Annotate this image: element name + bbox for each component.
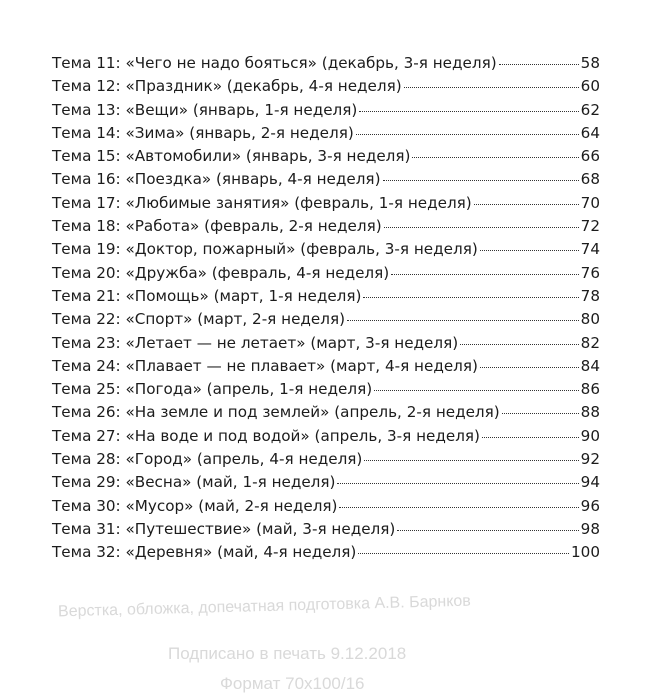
dot-leader xyxy=(383,180,579,181)
dot-leader xyxy=(391,274,578,275)
dot-leader xyxy=(404,87,579,88)
toc-entry-page: 86 xyxy=(580,380,600,399)
toc-entry-title: Тема 29: «Весна» (май, 1-я неделя) xyxy=(52,473,336,492)
toc-entry-page: 76 xyxy=(580,263,600,282)
toc-entry-page: 96 xyxy=(580,496,600,515)
toc-entry-page: 64 xyxy=(580,123,600,142)
toc-entry-page: 98 xyxy=(580,519,600,538)
toc-entry-title: Тема 21: «Помощь» (март, 1-я неделя) xyxy=(52,286,362,305)
dot-leader xyxy=(502,413,579,414)
dot-leader xyxy=(337,483,578,484)
dot-leader xyxy=(412,157,578,158)
toc-entry xyxy=(52,401,600,424)
toc-entry xyxy=(52,145,600,168)
dot-leader xyxy=(347,320,579,321)
dot-leader xyxy=(460,344,579,345)
toc-entry xyxy=(52,75,600,98)
dot-leader xyxy=(499,64,579,65)
toc-entry-title: Тема 15: «Автомобили» (январь, 3-я неделя) xyxy=(52,147,411,166)
toc-entry xyxy=(52,518,600,541)
toc-entry-title: Тема 31: «Путешествие» (май, 3-я неделя) xyxy=(52,519,396,538)
toc-entry-page: 84 xyxy=(580,356,600,375)
toc-entry-page: 78 xyxy=(580,286,600,305)
dot-leader xyxy=(384,227,579,228)
dot-leader xyxy=(339,507,578,508)
toc-entry-title: Тема 32: «Деревня» (май, 4-я неделя) xyxy=(52,543,357,562)
toc-entry xyxy=(52,99,600,122)
toc-entry-title: Тема 16: «Поездка» (январь, 4-я неделя) xyxy=(52,170,381,189)
toc-entry xyxy=(52,168,600,191)
dot-leader xyxy=(356,134,579,135)
toc-entry xyxy=(52,332,600,355)
toc-entry-title: Тема 13: «Вещи» (январь, 1-я неделя) xyxy=(52,100,358,119)
toc-entry-page: 82 xyxy=(580,333,600,352)
table-of-contents xyxy=(52,52,600,565)
toc-entry xyxy=(52,541,600,564)
toc-entry-title: Тема 23: «Летает — не летает» (март, 3-я неделя) xyxy=(52,333,459,352)
dot-leader xyxy=(474,204,579,205)
toc-entry-title: Тема 11: «Чего не надо бояться» (декабрь, 3-я неделя) xyxy=(52,54,497,72)
toc-entry-title: Тема 27: «На воде и под водой» (апрель, 3-я неделя) xyxy=(52,426,480,445)
toc-entry xyxy=(52,52,600,75)
dot-leader xyxy=(363,297,578,298)
dot-leader xyxy=(359,111,578,112)
toc-entry-page: 62 xyxy=(580,100,600,119)
toc-entry xyxy=(52,238,600,261)
toc-entry-page: 80 xyxy=(580,310,600,329)
dot-leader xyxy=(374,390,579,391)
toc-entry xyxy=(52,425,600,448)
dot-leader xyxy=(364,460,578,461)
toc-entry-page: 58 xyxy=(580,54,600,72)
toc-entry xyxy=(52,285,600,308)
toc-entry-title: Тема 28: «Город» (апрель, 4-я неделя) xyxy=(52,450,363,469)
toc-entry xyxy=(52,192,600,215)
toc-entry xyxy=(52,262,600,285)
toc-entry-title: Тема 14: «Зима» (январь, 2-я неделя) xyxy=(52,123,354,142)
toc-entry-title: Тема 22: «Спорт» (март, 2-я неделя) xyxy=(52,310,346,329)
toc-entry xyxy=(52,471,600,494)
toc-entry-title: Тема 30: «Мусор» (май, 2-я неделя) xyxy=(52,496,338,515)
toc-entry-page: 70 xyxy=(580,193,600,212)
toc-entry-page: 66 xyxy=(580,147,600,166)
toc-entry xyxy=(52,495,600,518)
toc-entry-title: Тема 19: «Доктор, пожарный» (февраль, 3-я неделя) xyxy=(52,240,478,259)
toc-entry-title: Тема 20: «Дружба» (февраль, 4-я неделя) xyxy=(52,263,390,282)
toc-entry-page: 100 xyxy=(571,543,600,562)
toc-entry-title: Тема 12: «Праздник» (декабрь, 4-я неделя) xyxy=(52,77,402,96)
dot-leader xyxy=(480,250,579,251)
bleed-through-print-date: Подписано в печать 9.12.2018 xyxy=(168,644,407,663)
toc-entry-title: Тема 18: «Работа» (февраль, 2-я неделя) xyxy=(52,217,382,236)
toc-entry-page: 72 xyxy=(580,217,600,236)
toc-entry-page: 60 xyxy=(580,77,600,96)
bleed-through-credits: Верстка, обложка, допечатная подготовка А.В. Барнков xyxy=(57,592,472,621)
toc-entry xyxy=(52,122,600,145)
toc-entry xyxy=(52,308,600,331)
toc-entry xyxy=(52,448,600,471)
dot-leader xyxy=(480,367,579,368)
toc-entry-title: Тема 26: «На земле и под землей» (апрель, 2-я неделя) xyxy=(52,403,500,422)
toc-entry-title: Тема 17: «Любимые занятия» (февраль, 1-я неделя) xyxy=(52,193,472,212)
toc-entry-page: 92 xyxy=(580,450,600,469)
toc-entry xyxy=(52,378,600,401)
toc-entry xyxy=(52,355,600,378)
toc-entry xyxy=(52,215,600,238)
toc-entry-page: 90 xyxy=(580,426,600,445)
dot-leader xyxy=(358,553,569,554)
toc-entry-page: 94 xyxy=(580,473,600,492)
toc-entry-page: 88 xyxy=(580,403,600,422)
toc-entry-title: Тема 25: «Погода» (апрель, 1-я неделя) xyxy=(52,380,373,399)
bleed-through-format: Формат 70x100/16 xyxy=(220,674,365,693)
dot-leader xyxy=(482,437,579,438)
toc-entry-title: Тема 24: «Плавает — не плавает» (март, 4-я неделя) xyxy=(52,356,478,375)
dot-leader xyxy=(397,530,578,531)
toc-entry-page: 68 xyxy=(580,170,600,189)
toc-entry-page: 74 xyxy=(580,240,600,259)
